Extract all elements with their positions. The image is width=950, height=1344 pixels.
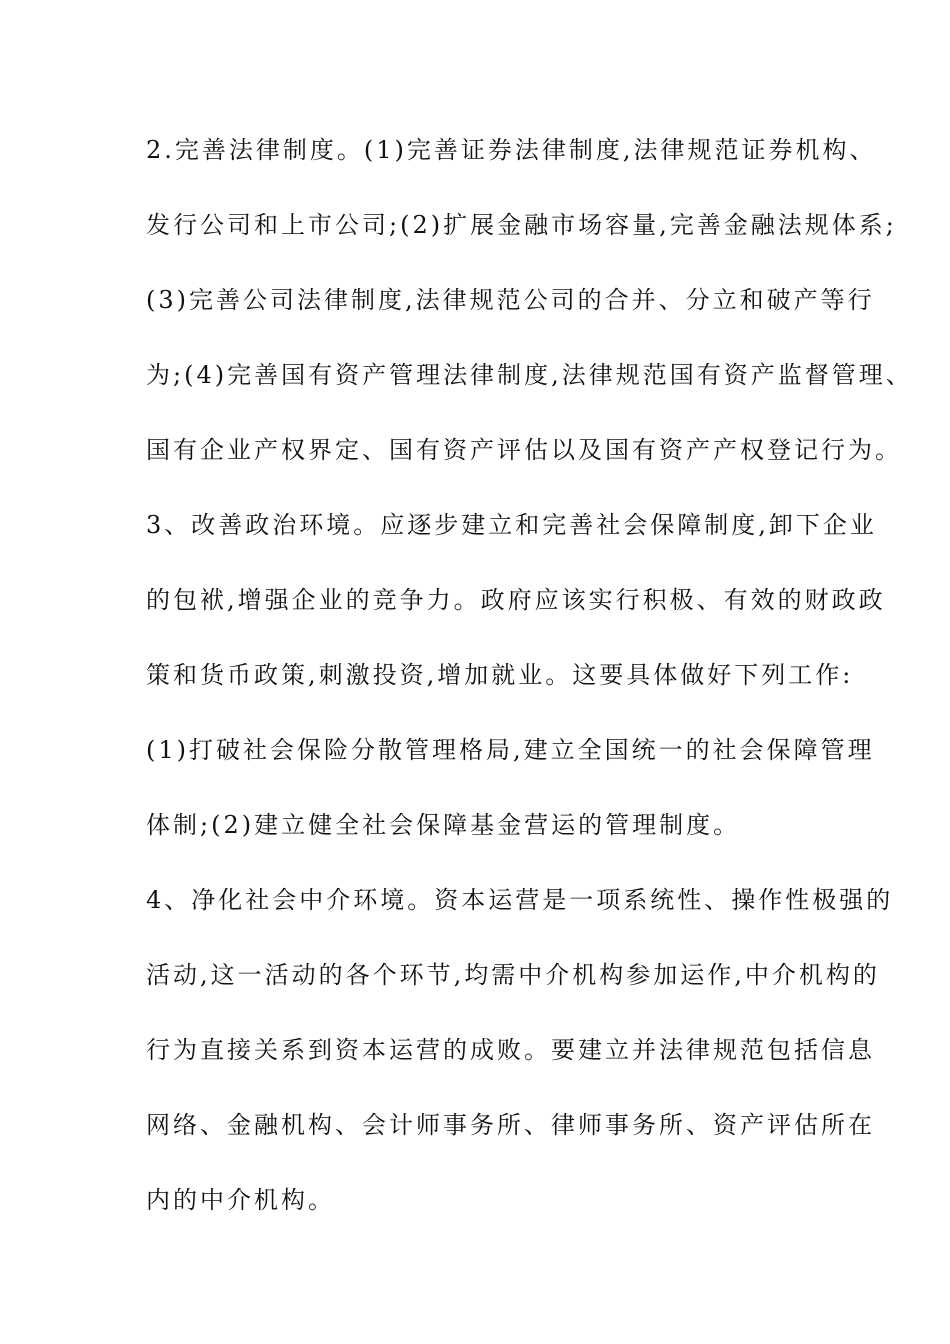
text-line-1: 2.完善法律制度。(1)完善证券法律制度,法律规范证券机构、 [146, 136, 877, 164]
text-line-10: 体制;(2)建立健全社会保障基金营运的管理制度。 [146, 811, 741, 839]
text-line-12: 活动,这一活动的各个环节,均需中介机构参加运作,中介机构的 [146, 961, 880, 989]
text-line-15: 内的中介机构。 [146, 1186, 335, 1214]
text-line-11: 4、净化社会中介环境。资本运营是一项系统性、操作性极强的 [146, 886, 894, 914]
text-line-7: 的包袱,增强企业的竞争力。政府应该实行积极、有效的财政政 [146, 586, 886, 614]
text-line-6: 3、改善政治环境。应逐步建立和完善社会保障制度,卸下企业 [146, 511, 877, 539]
text-line-13: 行为直接关系到资本运营的成败。要建立并法律规范包括信息 [146, 1036, 875, 1064]
text-line-8: 策和货币政策,刺激投资,增加就业。这要具体做好下列工作: [146, 661, 854, 689]
text-line-9: (1)打破社会保险分散管理格局,建立全国统一的社会保障管理 [146, 736, 875, 764]
text-line-3: (3)完善公司法律制度,法律规范公司的合并、分立和破产等行 [146, 286, 875, 314]
text-line-2: 发行公司和上市公司;(2)扩展金融市场容量,完善金融法规体系; [146, 211, 897, 239]
text-line-4: 为;(4)完善国有资产管理法律制度,法律规范国有资产监督管理、 [146, 361, 913, 389]
text-line-5: 国有企业产权界定、国有资产评估以及国有资产产权登记行为。 [146, 436, 902, 464]
text-line-14: 网络、金融机构、会计师事务所、律师事务所、资产评估所在 [146, 1111, 875, 1139]
